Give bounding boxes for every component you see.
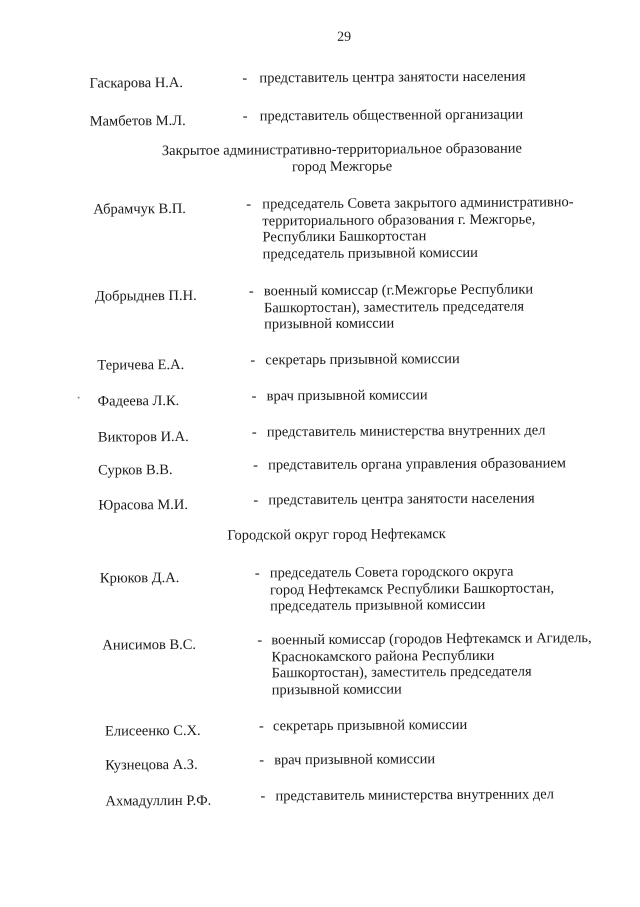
- member-name: Юрасова М.И.: [98, 496, 189, 514]
- member-entry: [2, 786, 640, 810]
- entry-dash: -: [259, 752, 265, 769]
- entry-dash: -: [242, 108, 248, 125]
- entry-dash: -: [251, 388, 257, 405]
- member-name: Анисимов В.С.: [102, 636, 197, 654]
- section-heading-line: Городской округ город Нефтекамск: [227, 526, 446, 544]
- member-role-line: представитель общественной организации: [259, 106, 524, 125]
- member-entry: [2, 716, 640, 740]
- member-role: [270, 563, 554, 614]
- entry-dash: -: [251, 424, 257, 441]
- member-role: [267, 387, 428, 405]
- member-role: [268, 491, 534, 509]
- member-role: [260, 107, 524, 125]
- member-entry: [0, 422, 640, 446]
- section-heading-line: город Межгорье: [291, 158, 393, 176]
- member-name: Ахмадуллин Р.Ф.: [105, 792, 212, 810]
- member-role-line: призывной комиссии: [271, 680, 402, 698]
- entry-dash: -: [253, 457, 259, 474]
- section-heading-line: Закрытое административно-территориальное образование: [161, 140, 522, 160]
- member-entry: [1, 630, 640, 698]
- member-name: Теричева Е.А.: [97, 356, 185, 374]
- member-role-line: призывной комиссии: [264, 315, 395, 333]
- member-role-line: председатель призывной комиссии: [270, 596, 486, 615]
- member-name: Крюков Д.А.: [99, 569, 180, 587]
- member-role-line: город Нефтекамск Республики Башкортостан,: [269, 579, 555, 598]
- member-role: [268, 455, 566, 474]
- entry-dash: -: [257, 632, 263, 649]
- member-entry: [0, 106, 638, 130]
- member-name: Елисеенко С.Х.: [104, 722, 201, 740]
- member-entry: [0, 68, 637, 92]
- section-heading: [1, 525, 640, 547]
- member-entry: [0, 281, 639, 333]
- entry-dash: -: [246, 196, 252, 213]
- entry-dash: -: [253, 492, 259, 509]
- member-role-line: председатель Совета городского округа: [269, 563, 514, 582]
- entry-dash: -: [258, 718, 264, 735]
- member-name: Сурков В.В.: [98, 462, 173, 479]
- member-role-line: Республики Башкортостан: [262, 228, 427, 246]
- member-name: Гаскарова Н.А.: [89, 74, 184, 92]
- member-role: [275, 786, 554, 804]
- member-role: [259, 69, 525, 87]
- section-heading: [0, 140, 640, 179]
- entry-dash: -: [242, 70, 248, 87]
- member-role: [273, 717, 467, 735]
- member-role: [271, 630, 592, 698]
- member-role-line: военный комиссар (городов Нефтекамск и Агидель,: [271, 630, 592, 649]
- member-role-line: территориального образования г. Межгорье,: [262, 210, 536, 229]
- page-number: 29: [337, 29, 352, 45]
- member-role-line: военный комиссар (г.Межгорье Республики: [263, 281, 534, 300]
- member-role-line: председатель призывной комиссии: [262, 244, 478, 262]
- entry-dash: -: [250, 352, 256, 369]
- member-role-line: Башкортостан), заместитель председателя: [271, 663, 532, 682]
- member-role-line: представитель министерства внутренних дел: [275, 786, 554, 805]
- member-entry: [0, 386, 640, 410]
- member-role-line: представитель министерства внутренних дел: [266, 422, 546, 441]
- entry-dash: -: [260, 788, 266, 805]
- member-entry: [0, 350, 639, 374]
- member-role: [274, 751, 435, 769]
- member-role-line: представитель центра занятости населения: [268, 490, 535, 509]
- member-name: Викторов И.А.: [97, 428, 189, 446]
- member-role-line: Краснокамского района Республики: [271, 647, 495, 665]
- member-entry: [0, 455, 640, 479]
- member-role-line: представитель центра занятости населения: [259, 68, 526, 87]
- member-role-line: Башкортостан), заместитель председателя: [263, 298, 525, 316]
- member-role-line: врач призывной комиссии: [274, 751, 436, 769]
- member-role: [265, 351, 459, 369]
- member-role: [267, 422, 546, 440]
- member-role: [264, 282, 534, 333]
- member-entry: [2, 750, 640, 774]
- member-role: [262, 194, 574, 262]
- member-role-line: врач призывной комиссии: [266, 387, 428, 405]
- member-entry: [0, 194, 638, 262]
- entry-dash: -: [254, 565, 260, 582]
- member-entry: [0, 490, 640, 514]
- member-name: Добрыднев П.Н.: [94, 287, 197, 305]
- scan-speck: [78, 397, 80, 399]
- member-entry: [1, 563, 640, 615]
- entry-dash: -: [248, 283, 254, 300]
- member-name: Кузнецова А.З.: [105, 756, 198, 774]
- member-role-line: секретарь призывной комиссии: [272, 716, 468, 735]
- member-name: Фадеева Л.К.: [97, 392, 180, 410]
- member-role-line: представитель органа управления образованием: [268, 455, 566, 474]
- member-name: Мамбетов М.Л.: [89, 112, 186, 130]
- member-name: Абрамчук В.П.: [93, 200, 186, 218]
- member-role-line: председатель Совета закрытого административно-: [262, 194, 574, 213]
- member-role-line: секретарь призывной комиссии: [265, 351, 460, 369]
